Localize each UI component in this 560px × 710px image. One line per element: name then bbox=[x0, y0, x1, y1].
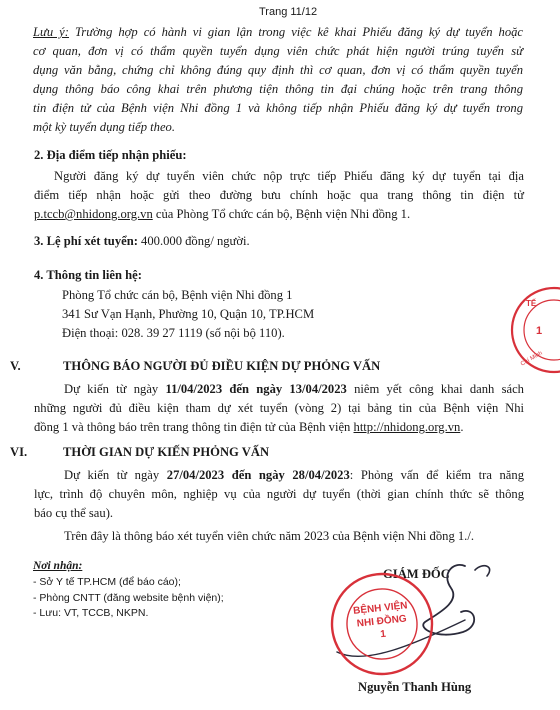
section-vi-body bbox=[34, 466, 524, 523]
contact-line: Điện thoại: 028. 39 27 1119 (số nội bộ 110). bbox=[62, 326, 285, 340]
recipients-title: Nơi nhận: bbox=[33, 560, 83, 572]
item3-label: 3. Lệ phí xét tuyển: bbox=[34, 234, 138, 248]
section-v-text: Dự kiến từ ngày bbox=[64, 382, 166, 396]
note-line: Trường hợp có hành vi gian lận trong việc kê khai Phiếu đăng ký dự tuyển hoặc bbox=[74, 25, 524, 39]
item4-heading: 4. Thông tin liên hệ: bbox=[34, 268, 142, 282]
item2-line: điểm tiếp nhận hoặc gửi theo đường bưu chính hoặc qua trang thông tin điện tử bbox=[34, 188, 524, 202]
signature-position: GIÁM ĐỐC bbox=[383, 567, 450, 581]
note-line: cơ quan, đơn vị có thẩm quyền tuyển dụng viên chức phát hiện người trúng tuyển sử bbox=[33, 44, 523, 58]
section-v-body bbox=[34, 380, 524, 437]
recipient-item: - Lưu: VT, TCCB, NKPN. bbox=[33, 607, 149, 619]
note-line: dụng thông báo công khai trên phương tiện thông tin đại chúng hoặc trên trang thông bbox=[33, 82, 523, 96]
section-v-text: đồng 1 và thông báo trên trang thông tin điện tử của Bệnh viện bbox=[34, 420, 354, 434]
section-vi-text: Dự kiến từ ngày bbox=[64, 468, 167, 482]
section-vi-text: lực, trình độ chuyên môn, nghiệp vụ của người dự tuyển (thời gian chính thức sẽ thông bbox=[34, 487, 524, 501]
item2-line: của Phòng Tổ chức cán bộ, Bệnh viện Nhi đồng 1. bbox=[152, 207, 411, 221]
contact-line: 341 Sư Vạn Hạnh, Phường 10, Quận 10, TP.HCM bbox=[62, 307, 315, 321]
note-line: một kỳ tuyển dụng tiếp theo. bbox=[33, 120, 175, 134]
section-v-text: . bbox=[460, 420, 464, 434]
section-vi-text: báo cụ thể sau). bbox=[34, 506, 114, 520]
section-v-text: những người đủ điều kiện tham dự xét tuyển (vòng 2) tại bảng tin của Bệnh viện Nhi bbox=[34, 401, 524, 415]
item2-heading: 2. Địa điểm tiếp nhận phiếu: bbox=[34, 148, 187, 162]
item2-line: Người đăng ký dự tuyển viên chức nộp trực tiếp Phiếu đăng ký dự tuyển tại địa bbox=[54, 169, 524, 183]
section-v-title: THÔNG BÁO NGƯỜI ĐỦ ĐIỀU KIỆN DỰ PHỎNG VẤN bbox=[63, 359, 381, 373]
section-vi-title: THỜI GIAN DỰ KIẾN PHỎNG VẤN bbox=[63, 445, 270, 459]
official-stamp bbox=[325, 567, 439, 681]
page-number: Trang 11/12 bbox=[259, 6, 318, 18]
item3-value: 400.000 đồng/ người. bbox=[137, 234, 250, 248]
edge-stamp-text: Chí Minh bbox=[519, 350, 544, 368]
signer-name: Nguyễn Thanh Hùng bbox=[358, 680, 472, 694]
recipient-item: - Phòng CNTT (đăng website bệnh viện); bbox=[33, 591, 224, 604]
email-link[interactable]: p.tccb@nhidong.org.vn bbox=[34, 207, 153, 221]
website-link[interactable]: http://nhidong.org.vn bbox=[353, 420, 461, 434]
section-v-numeral: V. bbox=[10, 359, 21, 373]
section-vi-dates: 27/04/2023 đến ngày 28/04/2023 bbox=[166, 468, 350, 482]
stamp-line: 1 bbox=[379, 628, 387, 641]
stamp-line: BỆNH VIỆN bbox=[352, 600, 409, 617]
section-vi-numeral: VI. bbox=[10, 445, 28, 459]
stamp-center-text bbox=[345, 598, 419, 644]
closing-sentence: Trên đây là thông báo xét tuyển viên chức năm 2023 của Bệnh viện Nhi đồng 1./. bbox=[64, 529, 474, 543]
note-label: Lưu ý: bbox=[33, 25, 69, 39]
contact-line: Phòng Tổ chức cán bộ, Bệnh viện Nhi đồng 1 bbox=[62, 288, 293, 302]
section-v-text: niêm yết công khai danh sách bbox=[346, 382, 524, 396]
edge-stamp-text: TẾ bbox=[526, 299, 537, 308]
stamp-line: NHI ĐỒNG bbox=[356, 613, 408, 630]
recipient-item: - Sở Y tế TP.HCM (để báo cáo); bbox=[33, 576, 181, 588]
section-vi-text: : Phỏng vấn để kiểm tra năng bbox=[349, 468, 524, 482]
recipients-list bbox=[33, 575, 224, 622]
contact-info bbox=[62, 286, 314, 343]
item2-body bbox=[34, 167, 524, 224]
edge-stamp-text: 1 bbox=[536, 325, 543, 337]
edge-stamp bbox=[502, 284, 560, 376]
note-line: dụng văn bằng, chứng chỉ không đúng quy định thì cơ quan, đơn vị có thẩm quyền tuyển bbox=[33, 63, 523, 77]
note-paragraph bbox=[33, 23, 523, 137]
note-line: tin điện tử của Bệnh viện Nhi đồng 1 và không tiếp nhận Phiếu đăng ký dự tuyển trong bbox=[33, 101, 523, 115]
section-v-dates: 11/04/2023 đến ngày 13/04/2023 bbox=[165, 382, 347, 396]
item3 bbox=[34, 232, 250, 251]
